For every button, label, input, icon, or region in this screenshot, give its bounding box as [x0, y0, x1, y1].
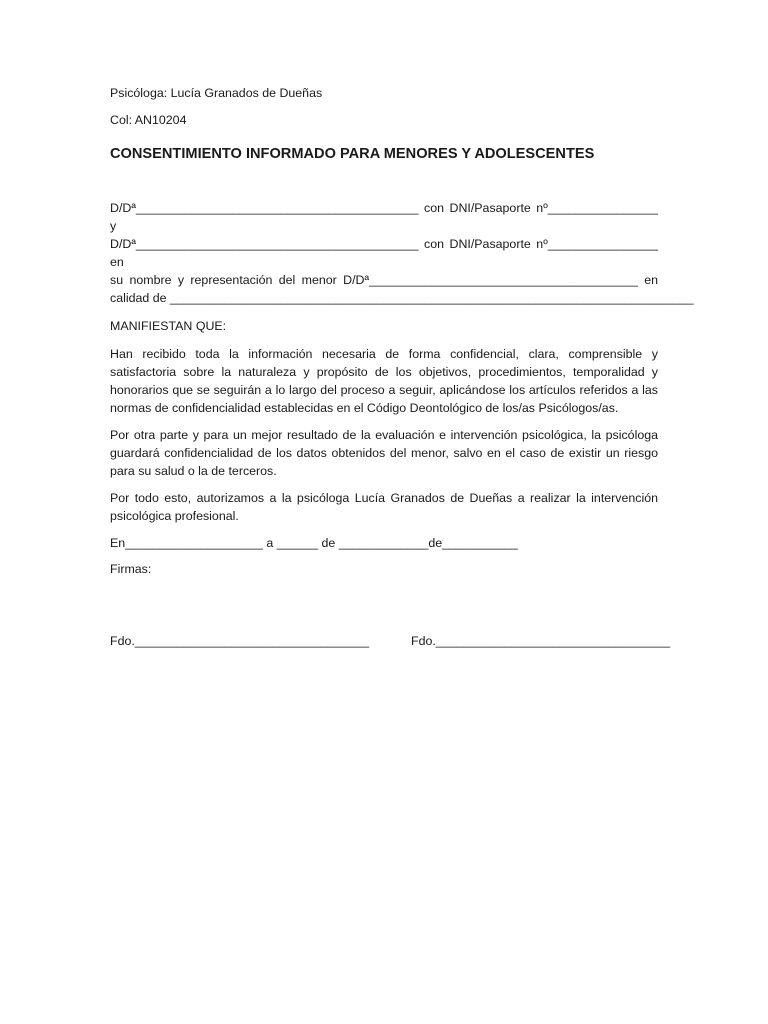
- identification-line-1: D/Dª_________________________________________ con DNI/Pasaporte nº________________ y: [110, 201, 658, 233]
- college-number: Col: AN10204: [110, 113, 187, 127]
- identification-line-4: calidad de ____________________________________________________________________________: [110, 291, 694, 305]
- paragraph-confidentiality: Por otra parte y para un mejor resultado de la evaluación e intervención psicológica, la psicóloga guardará confidencialidad de los datos obtenidos del menor, salvo en el caso de existir un riesgo para su salud o la de terceros.: [110, 428, 658, 478]
- identification-block: [110, 199, 694, 307]
- manifest-heading: MANIFIESTAN QUE:: [110, 319, 227, 333]
- paragraph-authorization: Por todo esto, autorizamos a la psicóloga Lucía Granados de Dueñas a realizar la intervención psicológica profesional.: [110, 491, 658, 523]
- signatures-label: Firmas:: [110, 562, 152, 576]
- identification-line-2: D/Dª_________________________________________ con DNI/Pasaporte nº________________ en: [110, 237, 658, 269]
- place-date-line: En____________________ a ______ de _____________de___________: [110, 536, 518, 550]
- signature-line-right: Fdo.__________________________________: [411, 634, 671, 648]
- psychologist-name: Psicóloga: Lucía Granados de Dueñas: [110, 86, 323, 100]
- document-body: [110, 84, 694, 578]
- signature-line-left: Fdo.__________________________________: [110, 634, 370, 648]
- identification-line-3: su nombre y representación del menor D/Dª_______________________________________ en: [110, 273, 658, 287]
- document-title: CONSENTIMIENTO INFORMADO PARA MENORES Y ADOLESCENTES: [110, 146, 595, 162]
- paragraph-consent: Han recibido toda la información necesaria de forma confidencial, clara, comprensible y satisfactoria sobre la naturaleza y propósito de los objetivos, procedimientos, temporalidad y honorarios que se seguirán a lo largo del proceso a seguir, aplicándose los artículos referidos a las normas de confidencialidad establecidas en el Código Deontológico de los/as Psicólogos/as.: [110, 347, 658, 415]
